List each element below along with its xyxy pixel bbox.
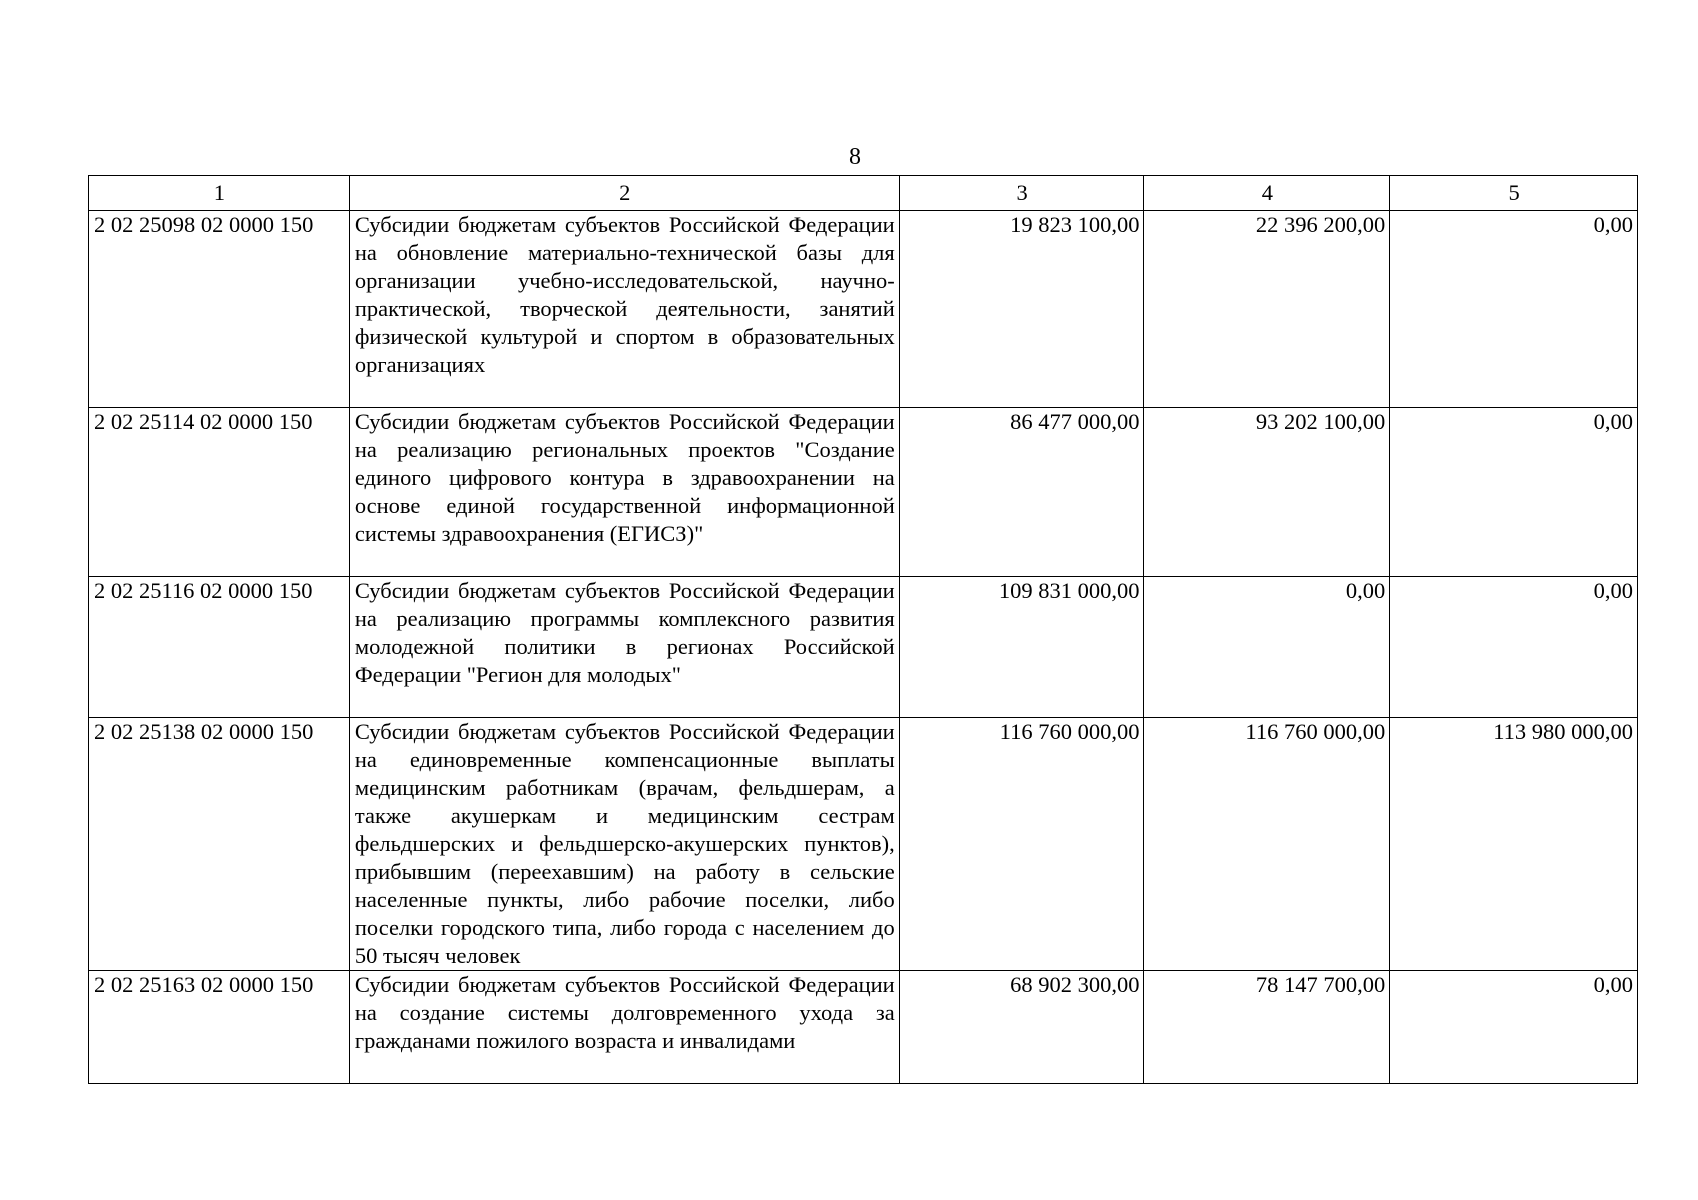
amount-col3-cell: 109 831 000,00 <box>899 577 1144 718</box>
table-row <box>89 211 1638 408</box>
table-row <box>89 408 1638 577</box>
description-cell: Субсидии бюджетам субъектов Российской Федерации на реализацию региональных проектов "Создание единого цифрового контура в здравоохранении на основе единой государственной информационной системы здравоохранения (ЕГИСЗ)" <box>349 408 899 577</box>
page-number: 8 <box>849 144 861 170</box>
amount-col5-cell: 0,00 <box>1390 408 1638 577</box>
amount-col4-cell: 22 396 200,00 <box>1144 211 1390 408</box>
table-row <box>89 577 1638 718</box>
amount-col3-cell: 68 902 300,00 <box>899 971 1144 1084</box>
column-header-5: 5 <box>1390 176 1638 211</box>
amount-col4-cell: 0,00 <box>1144 577 1390 718</box>
budget-code-cell: 2 02 25138 02 0000 150 <box>89 718 350 971</box>
amount-col5-cell: 0,00 <box>1390 577 1638 718</box>
table-row <box>89 971 1638 1084</box>
amount-col3-cell: 86 477 000,00 <box>899 408 1144 577</box>
description-cell: Субсидии бюджетам субъектов Российской Федерации на создание системы долговременного ухода за гражданами пожилого возраста и инвалидами <box>349 971 899 1084</box>
amount-col4-cell: 78 147 700,00 <box>1144 971 1390 1084</box>
description-cell: Субсидии бюджетам субъектов Российской Федерации на реализацию программы комплексного развития молодежной политики в регионах Российской Федерации "Регион для молодых" <box>349 577 899 718</box>
amount-col5-cell: 113 980 000,00 <box>1390 718 1638 971</box>
column-header-4: 4 <box>1144 176 1390 211</box>
description-cell: Субсидии бюджетам субъектов Российской Федерации на обновление материально-технической базы для организации учебно-исследовательской, научно-практической, творческой деятельности, занятий физической культурой и спортом в образовательных организациях <box>349 211 899 408</box>
amount-col4-cell: 93 202 100,00 <box>1144 408 1390 577</box>
amount-col4-cell: 116 760 000,00 <box>1144 718 1390 971</box>
amount-col3-cell: 116 760 000,00 <box>899 718 1144 971</box>
budget-code-cell: 2 02 25116 02 0000 150 <box>89 577 350 718</box>
table-header-row <box>89 176 1638 211</box>
budget-code-cell: 2 02 25114 02 0000 150 <box>89 408 350 577</box>
budget-code-cell: 2 02 25098 02 0000 150 <box>89 211 350 408</box>
column-header-3: 3 <box>899 176 1144 211</box>
budget-table <box>88 175 1638 1084</box>
amount-col5-cell: 0,00 <box>1390 211 1638 408</box>
description-cell: Субсидии бюджетам субъектов Российской Федерации на единовременные компенсационные выплаты медицинским работникам (врачам, фельдшерам, а также акушеркам и медицинским сестрам фельдшерских и фельдшерско-акушерских пунктов), прибывшим (переехавшим) на работу в сельские населенные пункты, либо рабочие поселки, либо поселки городского типа, либо города с населением до 50 тысяч человек <box>349 718 899 971</box>
column-header-2: 2 <box>349 176 899 211</box>
column-header-1: 1 <box>89 176 350 211</box>
table-row <box>89 718 1638 971</box>
budget-code-cell: 2 02 25163 02 0000 150 <box>89 971 350 1084</box>
amount-col3-cell: 19 823 100,00 <box>899 211 1144 408</box>
amount-col5-cell: 0,00 <box>1390 971 1638 1084</box>
